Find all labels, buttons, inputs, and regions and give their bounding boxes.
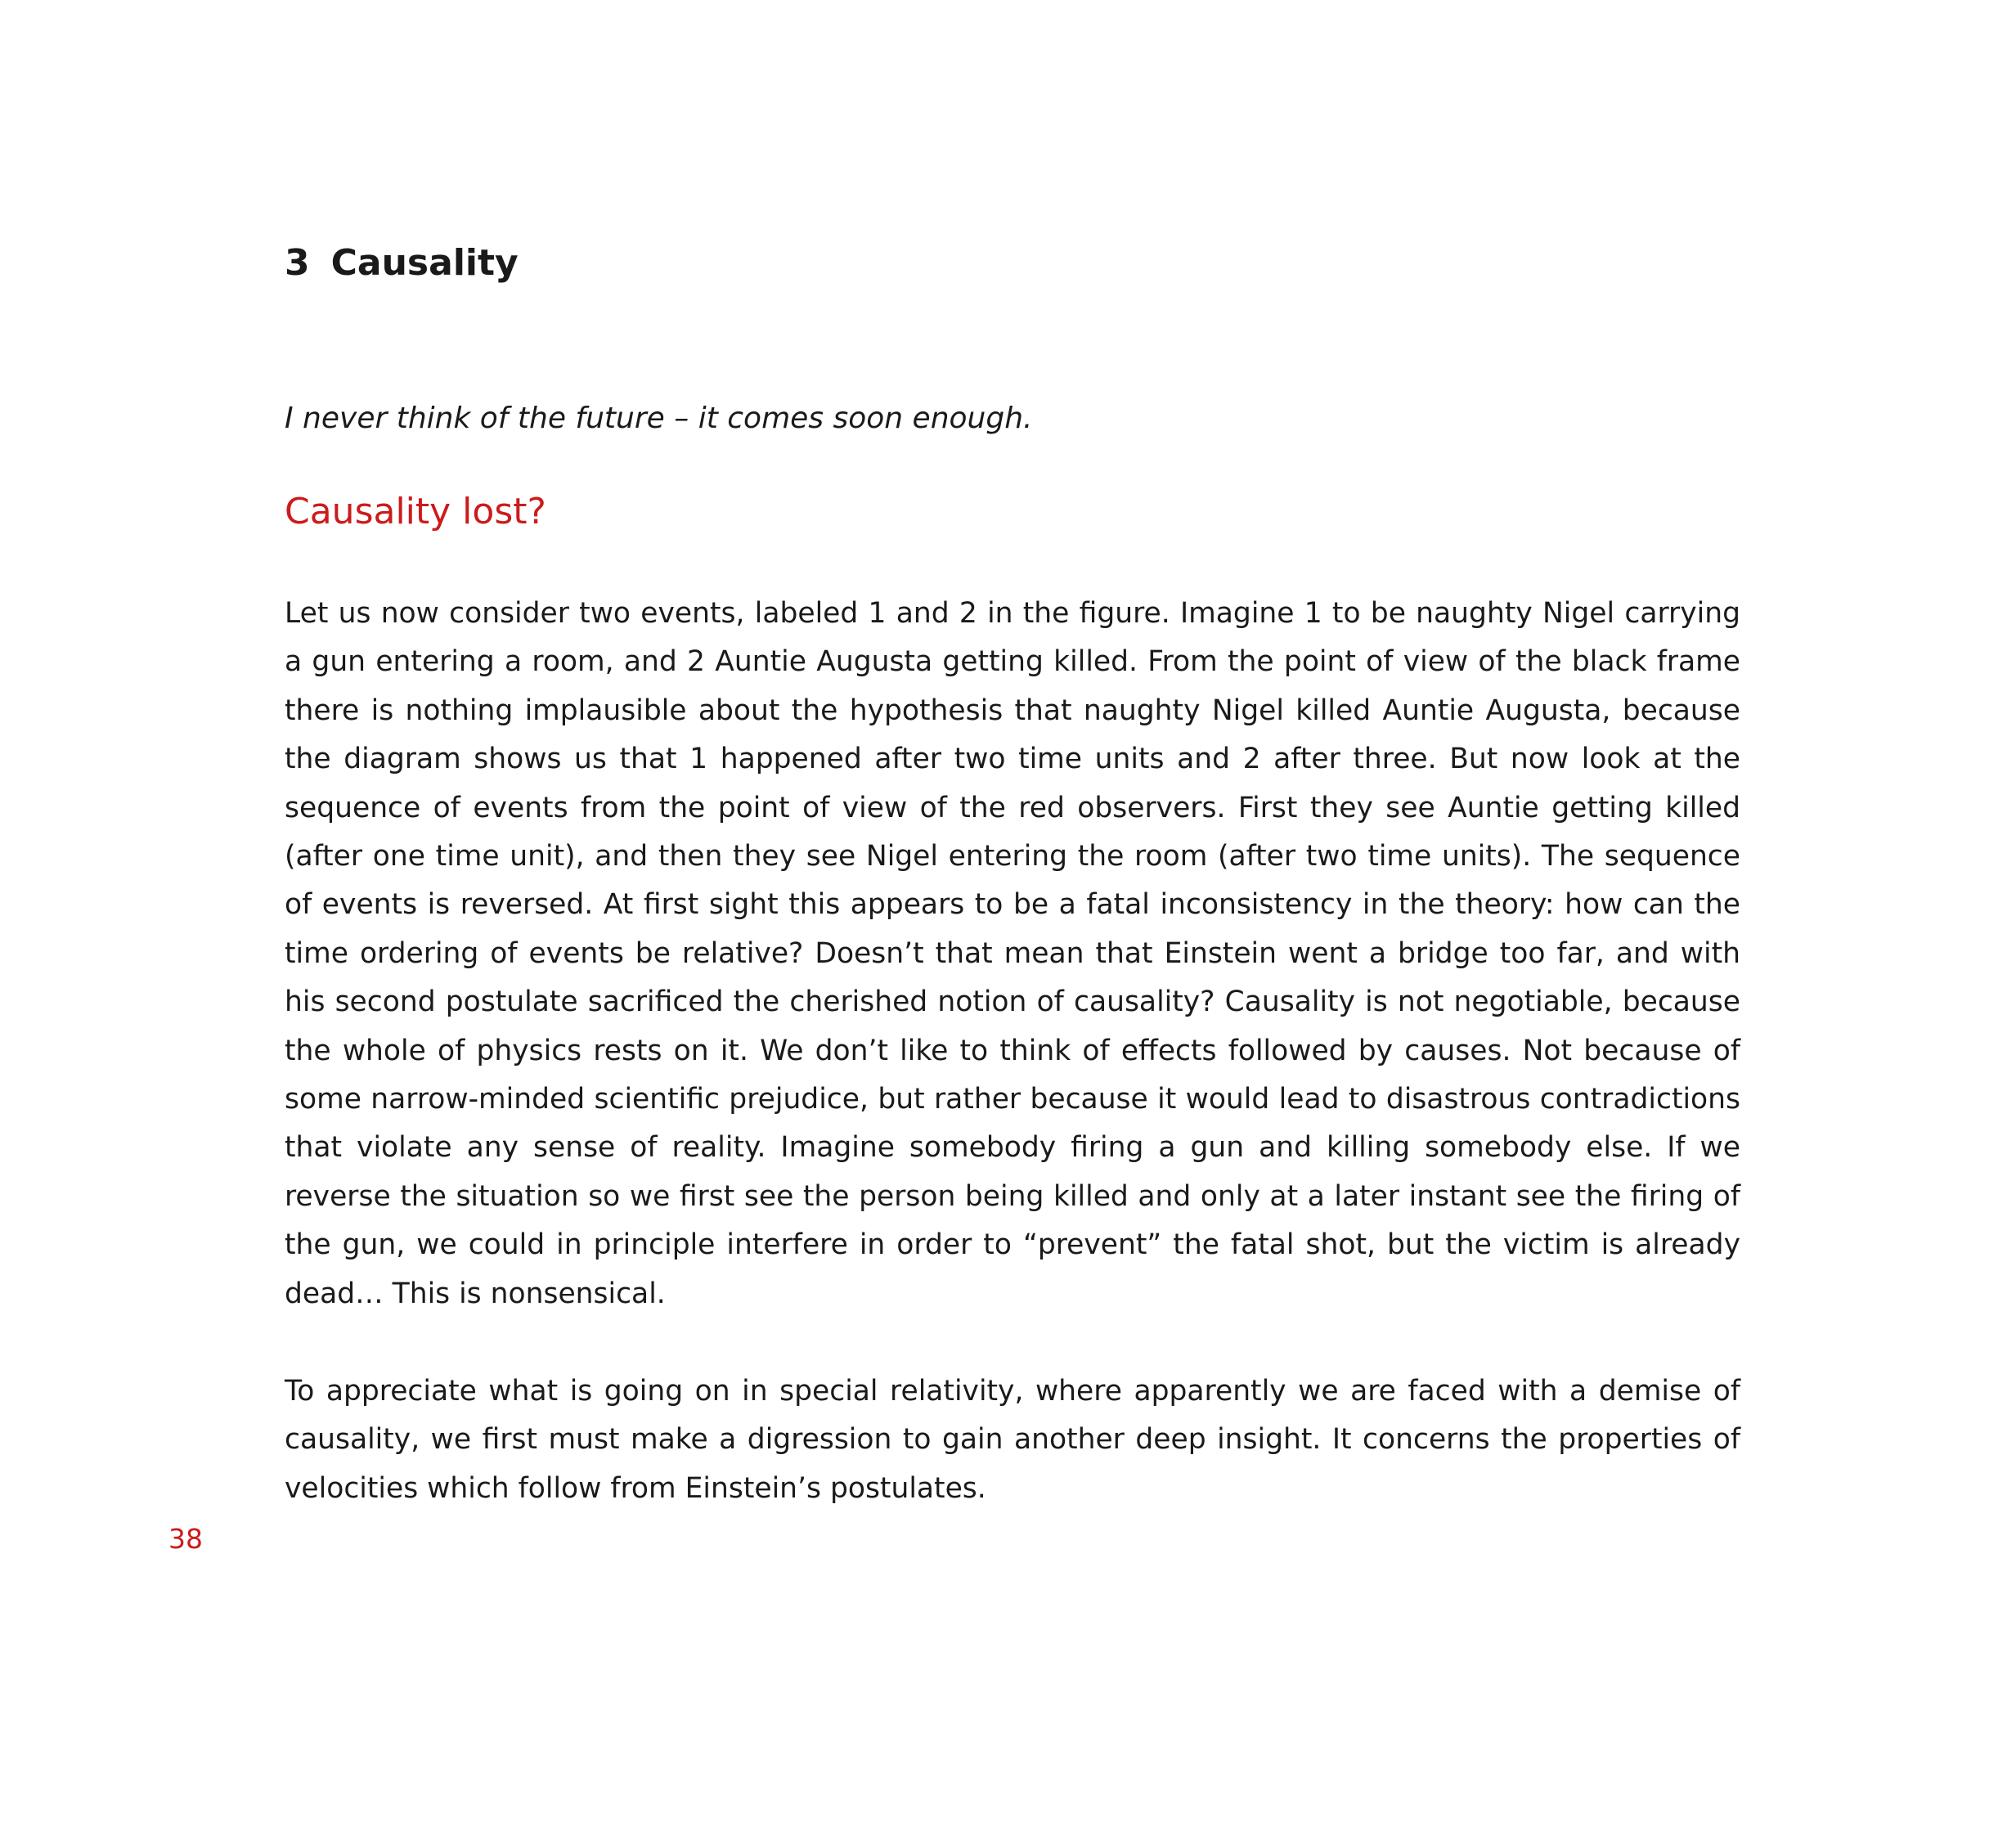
chapter-title: Causality bbox=[330, 242, 519, 284]
section-heading: Causality lost? bbox=[285, 491, 546, 532]
chapter-heading bbox=[285, 242, 519, 285]
epigraph: I never think of the future – it comes soon enough. bbox=[285, 402, 1033, 435]
chapter-number: 3 bbox=[285, 242, 310, 284]
page-number: 38 bbox=[168, 1523, 203, 1555]
body-paragraph-1: Let us now consider two events, labeled 1 and 2 in the figure. Imagine 1 to be naughty Nigel carrying a gun entering a room, and 2 Auntie Augusta getting killed. From the point of view of the black frame there is nothing implausible about the hypothesis that naughty Nigel killed Auntie Augusta, because the diagram shows us that 1 happened after two time units and 2 after three. But now look at the sequence of events from the point of view of the red observers. First they see Auntie getting killed (after one time unit), and then they see Nigel entering the room (after two time units). The sequence of events is reversed. At first sight this appears to be a fatal inconsistency in the theory: how can the time ordering of events be relative? Doesn’t that mean that Einstein went a bridge too far, and with his second postulate sacrificed the cherished notion of causality? Causality is not negotiable, because the whole of physics rests on it. We don’t like to think of effects followed by causes. Not because of some narrow-minded scientific prejudice, but rather because it would lead to disastrous contradictions that violate any sense of reality. Imagine somebody firing a gun and killing somebody else. If we reverse the situation so we first see the person being killed and only at a later instant see the firing of the gun, we could in principle interfere in order to “prevent” the fatal shot, but the victim is already dead… This is nonsensical. bbox=[285, 597, 1740, 1310]
body-paragraph-2: To appreciate what is going on in special relativity, where apparently we are faced with a demise of causality, we first must make a digression to gain another deep insight. It concerns the properties of velocities which follow from Einstein’s postulates. bbox=[285, 1375, 1740, 1505]
